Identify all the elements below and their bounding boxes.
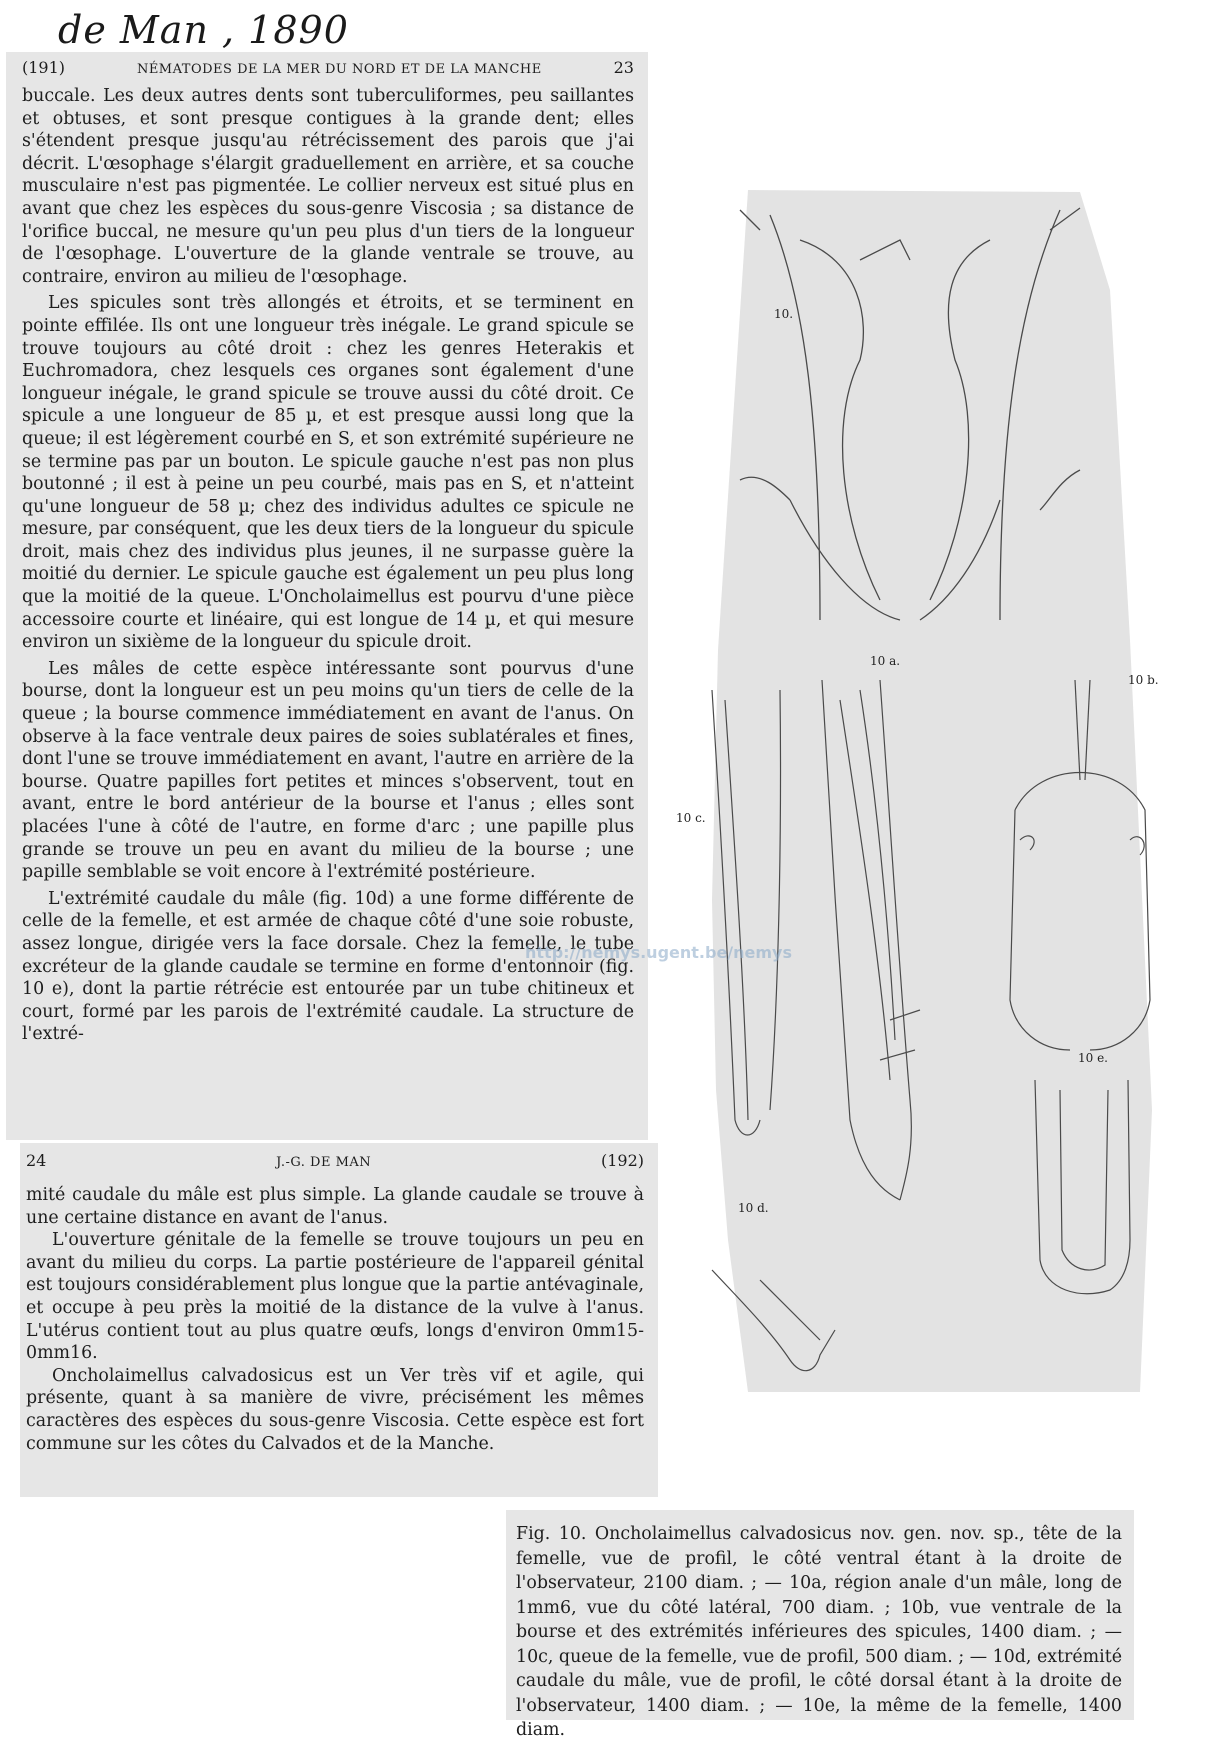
paragraph: Les spicules sont très allongés et étroits, et se terminent en pointe effilée. Ils ont une longueur très inégale. Le grand spicule se trouve toujours au côté droit : chez les genres Heterakis et Euchromadora, chez lesquels ces organes sont également d'une longueur inégale, le grand spicule se trouve aussi du côté droit. Ce spicule a une longueur de 85 µ, et est presque aussi long que la queue; il est légèrement courbé en S, et son extrémité supérieure ne se termine pas par un bouton. Le spicule gauche n'est pas non plus boutonné ; il est à peine un peu courbé, mais pas en S, et n'atteint qu'une longueur de 58 µ; chez des individus adultes ce spicule ne mesure, par conséquent, que les deux tiers de la longueur du spicule droit, mais chez des individus plus jeunes, il ne surpasse guère la moitié du dernier. Le spicule gauche est également un peu plus long que la moitié de la queue. L'Oncholaimellus est pourvu d'une pièce accessoire courte et linéaire, qui est longue de 14 µ, et qui mesure environ un sixième de la longueur du spicule droit. [22,293,634,653]
running-title: J.-G. DE MAN [276,1155,372,1170]
paragraph: Oncholaimellus calvadosicus est un Ver très vif et agile, qui présente, quant à sa manière de vivre, précisément les mêmes caractères des espèces du sous-genre Viscosia. Cette espèce est fort commune sur les côtes du Calvados et de la Manche. [26,1365,644,1454]
fig-label-10: 10. [774,307,794,321]
running-title: NÉMATODES DE LA MER DU NORD ET DE LA MANCHE [136,62,542,77]
caption-text: Fig. 10. Oncholaimellus calvadosicus nov. gen. nov. sp., tête de la femelle, vue de profil, le côté ventral étant à la droite de l'observateur, 2100 diam. ; — 10a, région anale d'un mâle, long de 1mm6, vue du côté latéral, 700 diam. ; 10b, vue ventrale de la bourse et des extrémités inférieures des spicules, 1400 diam. ; — 10c, queue de la femelle, vue de profil, 500 diam. ; — 10d, extrémité caudale du mâle, vue de profil, le côté dorsal étant à la droite de l'observateur, 1400 diam. ; — 10e, la même de la femelle, 1400 diam. [516,1524,1122,1740]
page-number-left: (191) [22,58,66,77]
paragraph: L'ouverture génitale de la femelle se trouve toujours un peu en avant du milieu du corps. La partie postérieure de l'appareil génital est toujours considérablement plus longue que la partie antévaginale, et occupe à peu près la moitié de la distance de la vulve à l'anus. L'utérus contient tout au plus quatre œufs, longs d'environ 0mm15-0mm16. [26,1230,644,1364]
paragraph: mité caudale du mâle est plus simple. La glande caudale se trouve à une certaine distance en avant de l'anus. [26,1185,644,1228]
page-number-right: 23 [613,58,634,77]
fig-label-10a: 10 a. [870,654,901,668]
plate-background [712,190,1152,1392]
page-number-right: (192) [600,1151,644,1170]
fig-label-10c: 10 c. [676,811,706,825]
paragraph: buccale. Les deux autres dents sont tuberculiformes, peu saillantes et obtuses, et sont presque contigues à la grande dent; elles s'étendent presque jusqu'au rétrécissement des parois que j'ai décrit. L'œsophage s'élargit graduellement en arrière, et sa couche musculaire n'est pas pigmentée. Le collier nerveux est situé plus en avant que chez les espèces du sous-genre Viscosia ; sa distance de l'orifice buccal, ne mesure qu'un peu plus d'un tiers de la longueur de l'œsophage. L'ouverture de la glande ventrale se trouve, au contraire, environ au milieu de l'œsophage. [22,86,634,287]
handwritten-note: de Man , 1890 [58,8,349,52]
fig-label-10b: 10 b. [1128,673,1159,687]
fig-label-10d: 10 d. [738,1201,769,1215]
page-number-left: 24 [26,1151,47,1170]
paragraph: Les mâles de cette espèce intéressante sont pourvus d'une bourse, dont la longueur est un peu moins qu'un tiers de celle de la queue ; la bourse commence immédiatement en avant de l'anus. On observe à la face ventrale deux paires de soies sublatérales et fines, dont l'une se trouve immédiatement en avant, l'autre en arrière de la bourse. Quatre papilles fort petites et minces s'observent, tout en avant, entre le bord antérieur de la bourse et l'anus ; elles sont placées l'une à côté de l'autre, en forme d'arc ; une papille plus grande se trouve un peu en avant du milieu de la bourse ; une papille semblable se voit encore à l'extrémité postérieure. [22,658,634,883]
watermark-text: http://nemys.ugent.be/nemys [525,943,792,962]
fig-label-10e: 10 e. [1078,1051,1108,1065]
figure-caption [506,1510,1134,1740]
paragraph: L'extrémité caudale du mâle (fig. 10d) a une forme différente de celle de la femelle, et est armée de chaque côté d'une soie robuste, assez longue, dirigée vers la face dorsale. Chez la femelle, le tube excréteur de la glande caudale se termine en forme d'entonnoir (fig. 10 e), dont la partie rétrécie est entourée par un tube chitineux et court, formé par les parois de l'extrémité caudale. La structure de l'extré- [22,888,634,1045]
